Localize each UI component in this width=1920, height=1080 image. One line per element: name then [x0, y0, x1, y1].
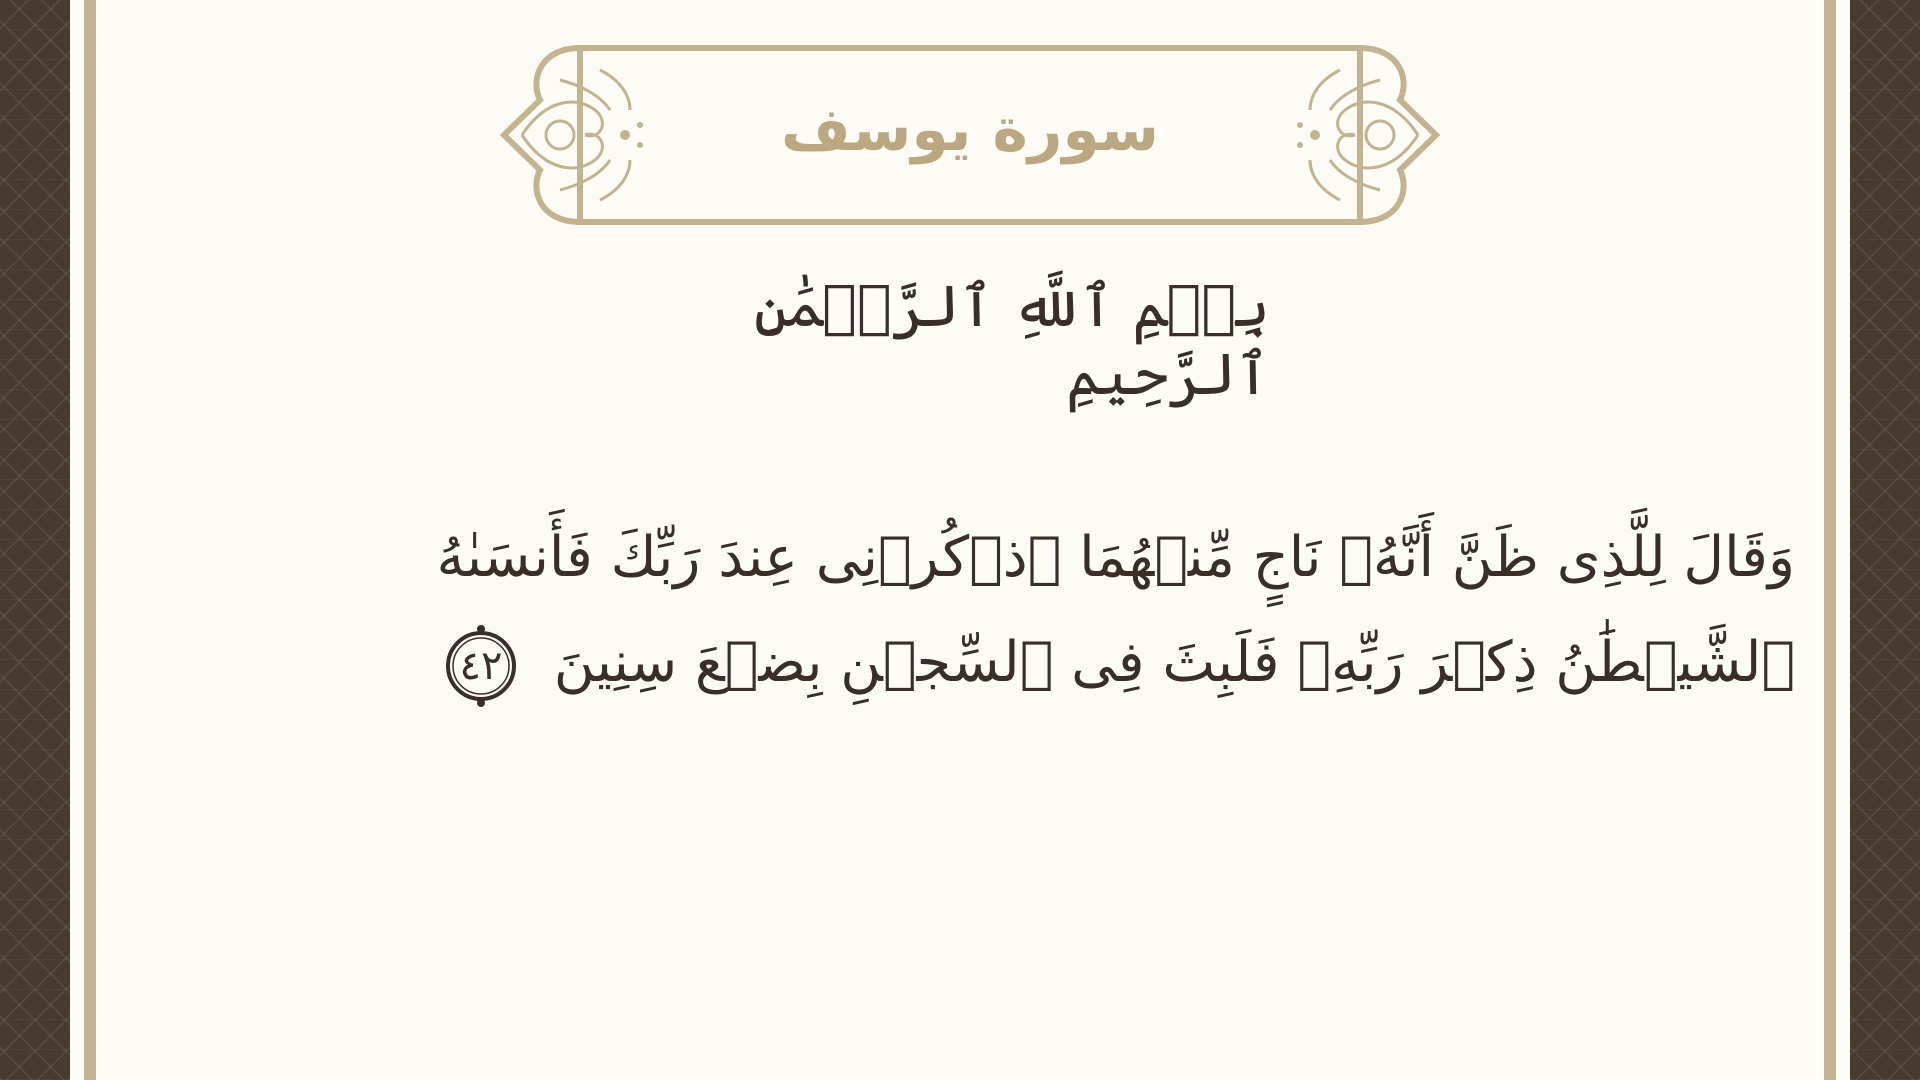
- left-gold-rule: [84, 0, 96, 1080]
- verse-text: وَقَالَ لِلَّذِى ظَنَّ أَنَّهُۥ نَاجٍ مِّنۡهُمَا ٱذۡكُرۡنِى عِندَ رَبِّكَ فَأَنسَىٰهُ ٱلشَّيۡطَٰنُ ذِكۡرَ رَبِّهِۦ فَلَبِثَ فِى ٱلسِّجۡنِ بِضۡعَ سِنِينَ: [436, 525, 1795, 695]
- surah-title: سورة يوسف: [780, 95, 1160, 165]
- surah-title-frame: [500, 40, 1440, 230]
- right-ornamental-border: [1850, 0, 1920, 1080]
- mushaf-page: [70, 0, 1850, 1080]
- ayah-number: ٤٢: [459, 642, 503, 689]
- basmala: بِسۡمِ ٱللَّهِ ٱلرَّحۡمَٰنِ ٱلرَّحِيمِ: [754, 272, 1270, 408]
- left-ornamental-border: [0, 0, 70, 1080]
- right-gold-rule: [1824, 0, 1836, 1080]
- verse-block: [240, 505, 1795, 715]
- ayah-number-marker: [438, 623, 524, 709]
